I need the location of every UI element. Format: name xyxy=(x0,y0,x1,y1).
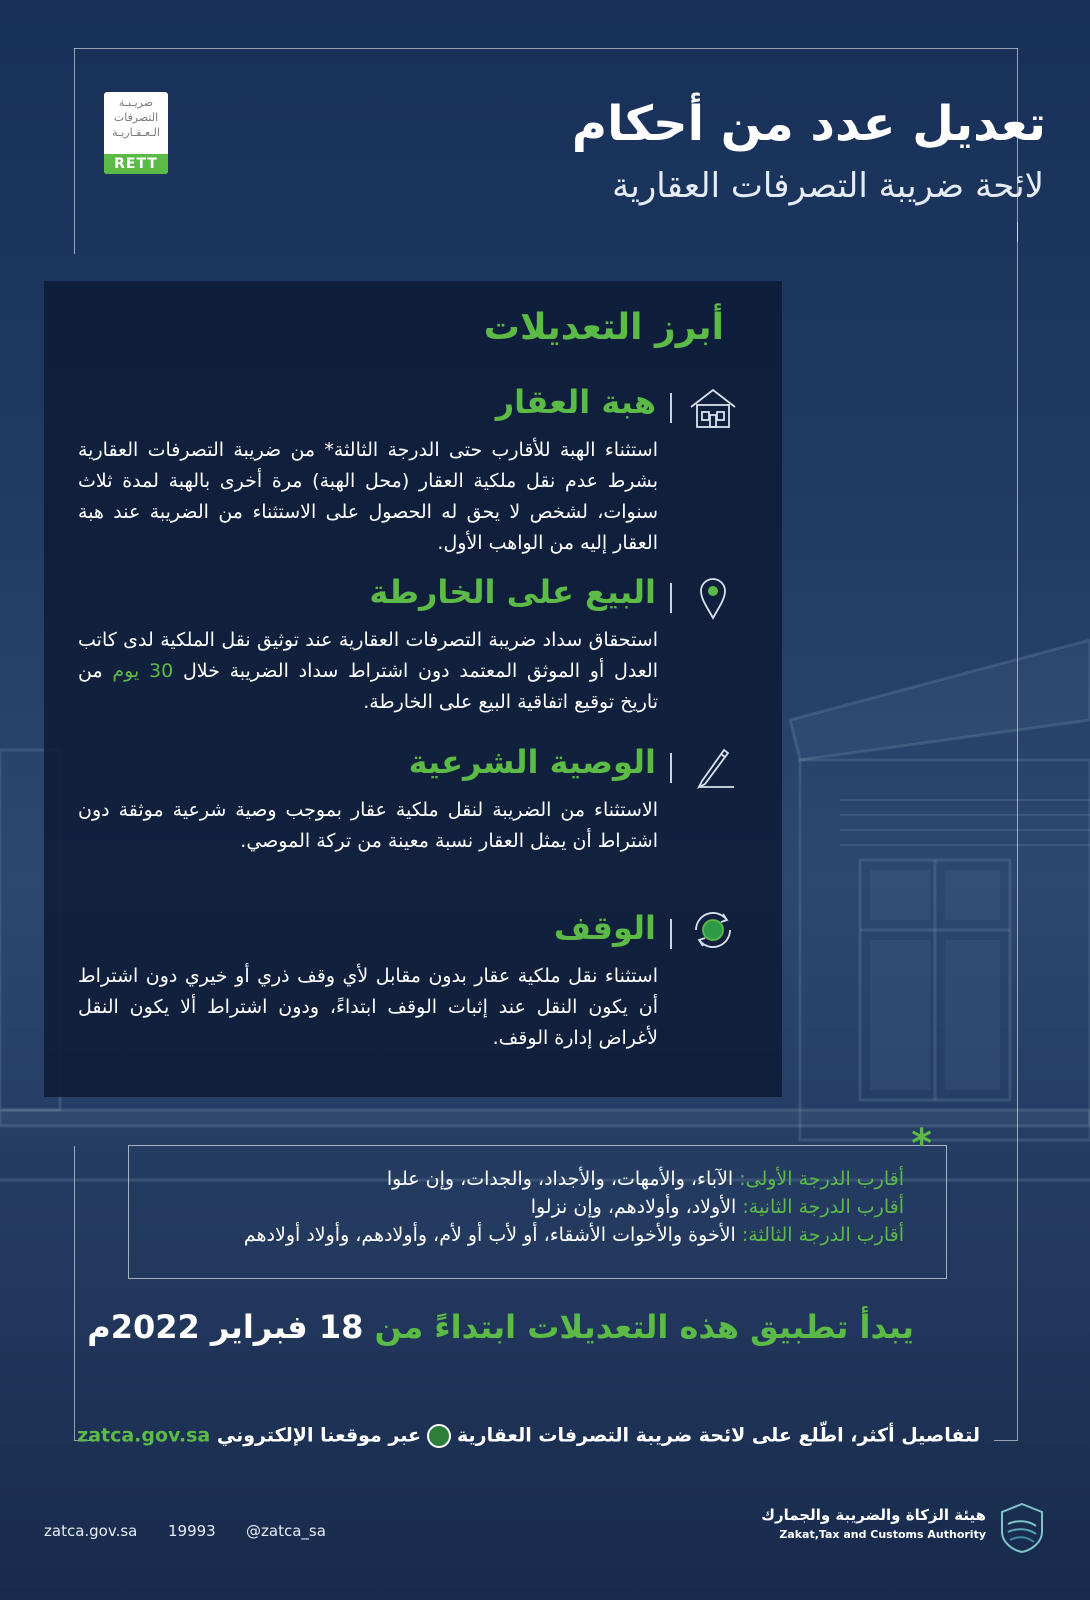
panel-heading: أبرز التعديلات xyxy=(483,307,724,348)
more-info-line xyxy=(77,1424,980,1448)
section-title: الوقف xyxy=(553,909,656,947)
effective-date: 18 فبراير 2022م xyxy=(87,1308,364,1346)
note-text: الأخوة والأخوات الأشقاء، أو لأب أو لأم، وأولادهم، وأولاد أولادهم xyxy=(243,1224,736,1246)
note-label: أقارب الدرجة الأولى: xyxy=(739,1168,904,1190)
section-divider xyxy=(670,583,672,613)
endowment-icon xyxy=(688,907,738,953)
section-body: استثناء الهبة للأقارب حتى الدرجة الثالثة* من ضريبة التصرفات العقارية بشرط عدم نقل ملكية العقار (محل الهبة) مرة أخرى بالهبة لمدة ثلاث سنوات، لشخص لا يحق له الحصول على الاستثناء من الضريبة عند هبة العقار إليه من الواهب الأول. xyxy=(78,439,658,554)
more-info-text-2: عبر موقعنا الإلكتروني xyxy=(216,1424,421,1447)
authority-name-arabic: هيئة الزكاة والضريبة والجمارك xyxy=(761,1506,986,1524)
frame-left-lower-line xyxy=(74,1146,75,1440)
section-title: هبة العقار xyxy=(495,383,656,421)
section-divider xyxy=(670,753,672,783)
effective-date-line xyxy=(87,1308,914,1346)
highlight-days: 30 يوم xyxy=(112,660,174,682)
logo-line-1: ضريـبـة xyxy=(118,96,154,109)
website-link[interactable]: zatca.gov.sa xyxy=(77,1424,211,1447)
logo-line-2: التصرفات xyxy=(113,111,159,124)
note-label: أقارب الدرجة الثالثة: xyxy=(741,1224,904,1246)
note-text: الآباء، والأمهات، والأجداد، والجدات، وإن علوا xyxy=(386,1168,734,1190)
note-label: أقارب الدرجة الثانية: xyxy=(742,1196,904,1218)
section-title: البيع على الخارطة xyxy=(369,573,656,611)
logo-line-3: الـعـقـاريـة xyxy=(112,126,160,139)
zatca-logo-icon xyxy=(998,1502,1046,1554)
section-body: الاستثناء من الضريبة لنقل ملكية عقار بموجب وصية شرعية موثقة دون اشتراط أن يمثل العقار نسبة معينة من تركة الموصي. xyxy=(78,799,658,852)
frame-top-line xyxy=(74,48,1018,49)
note-text: الأولاد، وأولادهم، وإن نزلوا xyxy=(530,1196,737,1218)
section-body-text-end: من تاريخ توقيع اتفاقية البيع على الخارطة. xyxy=(78,660,658,713)
logo-latin-text: RETT xyxy=(104,154,168,174)
frame-bottom-right-line xyxy=(994,1440,1018,1441)
amendments-panel xyxy=(44,281,782,1097)
map-pin-icon xyxy=(688,575,738,621)
note-line-first-degree xyxy=(387,1168,904,1190)
effective-date-text: يبدأ تطبيق هذه التعديلات ابتداءً من xyxy=(374,1308,914,1346)
footer-phone[interactable]: 19993 xyxy=(168,1522,216,1540)
note-line-third-degree xyxy=(244,1224,904,1246)
footer-social-handle[interactable]: @zatca_sa xyxy=(246,1522,326,1540)
footer-website-link[interactable]: zatca.gov.sa xyxy=(44,1522,138,1540)
frame-left-top-line xyxy=(74,48,75,254)
authority-name-english: Zakat,Tax and Customs Authority xyxy=(779,1528,986,1541)
page-subtitle: لائحة ضريبة التصرفات العقارية xyxy=(612,166,1044,206)
note-asterisk: * xyxy=(911,1121,932,1167)
section-title: الوصية الشرعية xyxy=(408,743,656,781)
note-line-second-degree xyxy=(531,1196,904,1218)
section-body: استثناء نقل ملكية عقار بدون مقابل لأي وقف ذري أو خيري دون اشتراط أن يكون النقل عند إثبات الوقف ابتداءً، ودون اشتراط ألا يكون النقل لأغراض إدارة الوقف. xyxy=(78,965,658,1049)
globe-icon xyxy=(427,1424,451,1448)
section-body xyxy=(78,625,658,718)
pen-icon xyxy=(688,743,738,789)
section-divider xyxy=(670,393,672,423)
page-title: تعديل عدد من أحكام xyxy=(571,96,1046,152)
section-divider xyxy=(670,919,672,949)
rett-logo xyxy=(104,92,168,174)
frame-right-lower-line xyxy=(1017,222,1018,1440)
section-body-text: استحقاق سداد ضريبة التصرفات العقارية عند توثيق نقل الملكية لدى كاتب العدل أو الموثق المعتمد دون اشتراط سداد الضريبة خلال xyxy=(78,629,658,682)
house-icon xyxy=(688,385,738,431)
more-info-text: لتفاصيل أكثر، اطّلع على لائحة ضريبة التصرفات العقارية xyxy=(456,1424,980,1447)
authority-name xyxy=(761,1506,986,1541)
